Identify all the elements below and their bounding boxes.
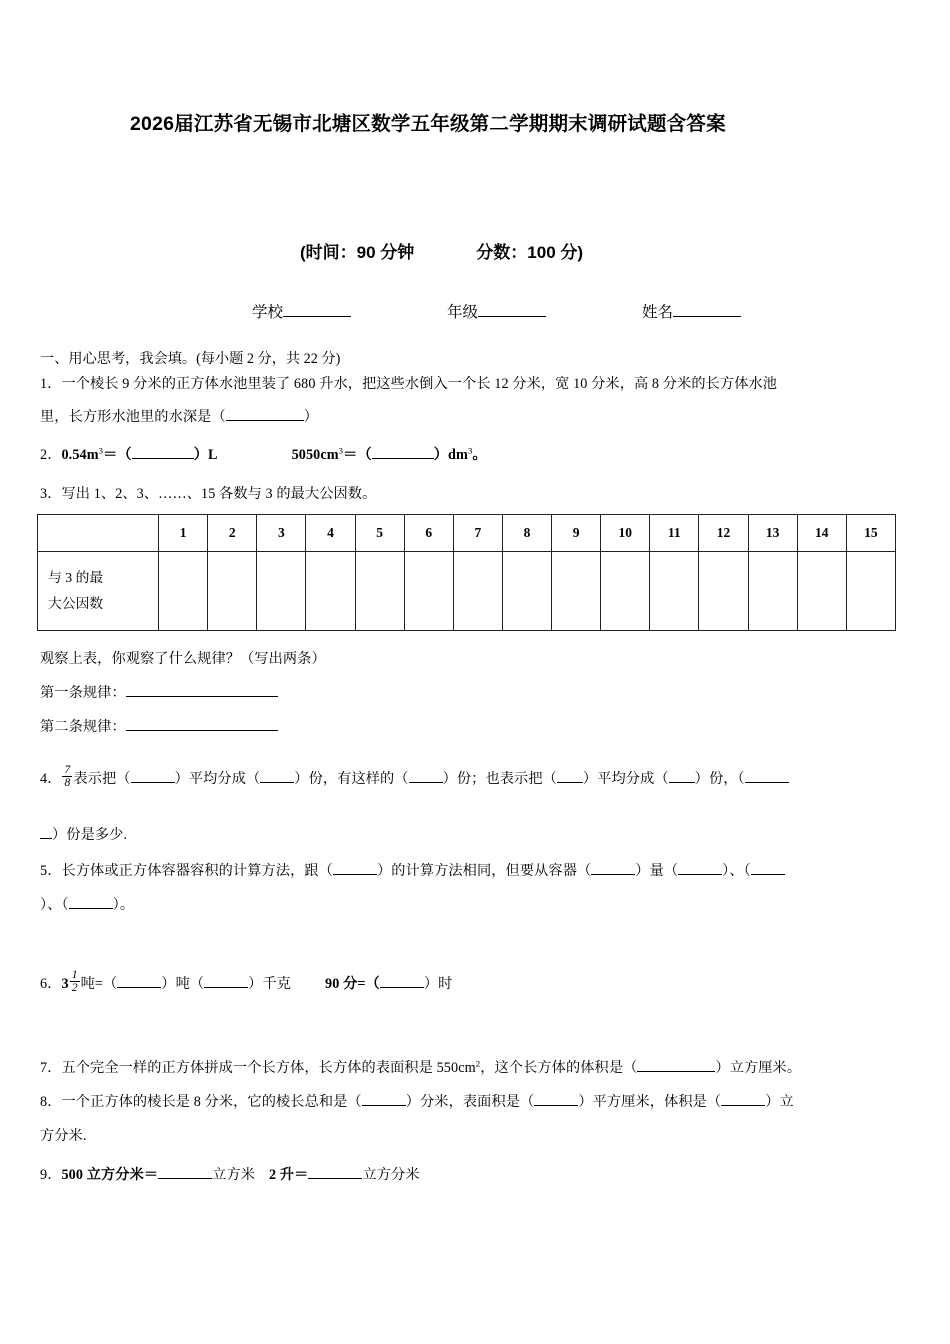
q4-line2: ）份是多少. — [52, 827, 128, 844]
answer-blank[interactable] — [534, 1092, 578, 1106]
q6-whole-number: 3 — [61, 975, 69, 992]
q8-t1: 一个正方体的棱长是 8 分米，它的棱长总和是（ — [61, 1094, 362, 1111]
q2-eq-a: ＝（ — [103, 447, 132, 464]
q5-t1: 长方体或正方体容器容积的计算方法，跟（ — [61, 863, 333, 880]
answer-blank[interactable] — [69, 895, 113, 909]
answer-blank[interactable] — [204, 974, 248, 988]
question-1-number: 1． — [40, 376, 62, 392]
answer-blank-cont[interactable] — [40, 825, 52, 839]
question-6 — [40, 967, 920, 995]
answer-blank[interactable] — [372, 445, 434, 459]
question-8-line-2: 方分米. — [40, 1128, 87, 1144]
answer-blank[interactable] — [721, 1092, 765, 1106]
rule-2-line — [40, 717, 920, 738]
question-3-number: 3． — [40, 486, 62, 502]
rule-2-blank[interactable] — [126, 717, 278, 731]
table-answer-cell[interactable] — [404, 552, 453, 631]
answer-blank[interactable] — [333, 861, 377, 875]
table-col-header: 5 — [355, 515, 404, 552]
school-label: 学校 — [252, 304, 284, 321]
question-4-number: 4． — [40, 770, 62, 787]
q9-t4: 立方分米 — [362, 1167, 420, 1184]
fraction-denominator: 8 — [64, 775, 71, 789]
table-col-header: 13 — [748, 515, 797, 552]
table-col-header: 4 — [306, 515, 355, 552]
question-1-close-paren: ） — [303, 409, 319, 426]
q7-t2: ，这个长方体的体积是（ — [480, 1060, 638, 1077]
answer-blank[interactable] — [669, 769, 695, 783]
question-4-line-2 — [40, 825, 920, 846]
q9-t1: 500 立方分米＝ — [61, 1167, 159, 1184]
q5-line2-b: ）。 — [112, 897, 135, 914]
gcd-table — [37, 514, 896, 631]
q4-t4: ）份；也表示把（ — [442, 770, 557, 787]
table-col-header: 11 — [650, 515, 699, 552]
rule-1-blank[interactable] — [126, 683, 278, 697]
answer-blank[interactable] — [117, 974, 161, 988]
school-field — [252, 300, 351, 322]
question-8-number: 8． — [40, 1094, 62, 1111]
q4-t6: ）份，（ — [694, 770, 745, 787]
question-5-number: 5． — [40, 863, 62, 880]
table-col-header: 12 — [699, 515, 748, 552]
question-3-text: 写出 1、2、3、……、15 各数与 3 的最大公因数。 — [61, 486, 377, 502]
q6-t5: ）时 — [423, 975, 453, 992]
q5-t4: ）、（ — [722, 863, 751, 880]
name-blank[interactable] — [673, 301, 741, 317]
q2-exponent-b: 3 — [338, 445, 344, 456]
question-7-number: 7． — [40, 1060, 62, 1077]
answer-blank[interactable] — [132, 445, 194, 459]
q2-value-a: 0.54m — [61, 447, 99, 464]
q5-t2: ）的计算方法相同，但要从容器（ — [376, 863, 592, 880]
answer-blank[interactable] — [308, 1165, 362, 1179]
question-1-text-cont: 里，长方形水池里的水深是（ — [40, 409, 226, 426]
q7-t1: 五个完全一样的正方体拼成一个长方体，长方体的表面积是 550cm — [61, 1060, 476, 1077]
q6-t1: 吨=（ — [80, 975, 118, 992]
fraction-denominator: 2 — [71, 980, 78, 994]
table-col-header: 7 — [453, 515, 502, 552]
table-answer-cell[interactable] — [355, 552, 404, 631]
question-9-number: 9． — [40, 1167, 62, 1184]
answer-blank[interactable] — [591, 861, 635, 875]
q6-t2: ）吨（ — [161, 975, 205, 992]
table-answer-cell[interactable] — [208, 552, 257, 631]
question-6-number: 6． — [40, 975, 62, 992]
row-label-line-1: 与 3 的最 — [48, 570, 104, 586]
q4-t1: 表示把（ — [73, 770, 131, 787]
rule-1-line — [40, 683, 920, 704]
answer-blank[interactable] — [362, 1092, 406, 1106]
answer-blank[interactable] — [380, 974, 424, 988]
q4-t2: ）平均分成（ — [174, 770, 261, 787]
table-answer-cell[interactable] — [797, 552, 846, 631]
answer-blank[interactable] — [131, 769, 175, 783]
table-col-header: 9 — [552, 515, 601, 552]
identity-line — [252, 300, 741, 322]
fraction-one-half — [70, 969, 80, 993]
gcd-table-wrap — [37, 514, 896, 631]
q5-line2-a: ）、（ — [40, 897, 69, 914]
answer-blank[interactable] — [637, 1058, 715, 1072]
table-answer-cell[interactable] — [453, 552, 502, 631]
table-row — [38, 552, 896, 631]
table-col-header: 1 — [159, 515, 208, 552]
question-8-line-1 — [40, 1092, 920, 1113]
table-col-header: 15 — [846, 515, 895, 552]
answer-blank[interactable] — [557, 769, 583, 783]
table-col-header: 6 — [404, 515, 453, 552]
section-heading: 一、用心思考，我会填。(每小题 2 分，共 22 分) — [40, 351, 341, 367]
school-blank[interactable] — [283, 301, 351, 317]
q4-t5: ）平均分成（ — [582, 770, 669, 787]
table-answer-cell[interactable] — [306, 552, 355, 631]
question-4-line-1 — [40, 762, 920, 790]
table-corner-cell — [38, 515, 159, 552]
answer-blank[interactable] — [226, 407, 304, 421]
table-col-header: 2 — [208, 515, 257, 552]
row-label-line-2: 大公因数 — [48, 596, 104, 611]
grade-label: 年级 — [447, 304, 479, 321]
table-answer-cell[interactable] — [601, 552, 650, 631]
question-5-line-1 — [40, 861, 920, 882]
q5-t3: ）量（ — [635, 863, 679, 880]
q2-exponent-a: 3 — [98, 445, 104, 456]
fraction-seven-eighths — [62, 764, 72, 788]
page-title: 2026届江苏省无锡市北塘区数学五年级第二学期期末调研试题含答案 — [130, 113, 726, 135]
q6-t3: ）千克 — [248, 975, 292, 992]
answer-blank[interactable] — [409, 769, 443, 783]
score-label: 分数：100 分) — [476, 243, 584, 262]
table-answer-cell[interactable] — [846, 552, 895, 631]
table-answer-cell[interactable] — [502, 552, 551, 631]
q7-exponent: 2 — [475, 1058, 481, 1069]
table-col-header: 10 — [601, 515, 650, 552]
q4-t3: ）份，有这样的（ — [294, 770, 409, 787]
table-row-label — [38, 552, 159, 631]
table-col-header: 14 — [797, 515, 846, 552]
table-answer-cell[interactable] — [699, 552, 748, 631]
q9-t3: 2 升＝ — [269, 1167, 309, 1184]
answer-blank[interactable] — [751, 861, 785, 875]
grade-field — [447, 300, 546, 322]
table-col-header: 3 — [257, 515, 306, 552]
time-label: (时间：90 分钟 — [300, 243, 415, 262]
exam-meta — [300, 238, 583, 263]
fraction-numerator: 7 — [64, 762, 71, 776]
question-5-line-2 — [40, 895, 920, 916]
q2-unit-a: ）L — [193, 447, 218, 464]
table-answer-cell[interactable] — [257, 552, 306, 631]
question-1-line-2 — [40, 407, 920, 428]
question-1-text: 一个棱长 9 分米的正方体水池里装了 680 升水，把这些水倒入一个长 12 分米，宽 10 分米，高 8 分米的长方体水池 — [61, 376, 778, 392]
name-label: 姓名 — [642, 304, 674, 321]
rule-1-label: 第一条规律： — [40, 685, 126, 702]
q2-unit-b: ）dm — [433, 447, 468, 464]
q8-t4: ）立 — [765, 1094, 794, 1111]
table-answer-cell[interactable] — [159, 552, 208, 631]
q6-t4: 90 分=（ — [325, 975, 380, 992]
answer-blank[interactable] — [158, 1165, 212, 1179]
answer-blank[interactable] — [745, 769, 789, 783]
observe-prompt: 观察上表，你观察了什么规律？（写出两条） — [40, 651, 326, 667]
question-2 — [40, 445, 920, 466]
question-7 — [40, 1058, 920, 1079]
answer-blank[interactable] — [678, 861, 722, 875]
q2-end: 。 — [472, 447, 487, 464]
q7-t3: ）立方厘米。 — [715, 1060, 802, 1077]
question-9 — [40, 1165, 920, 1186]
fraction-numerator: 1 — [71, 967, 78, 981]
q2-value-b: 5050cm — [291, 447, 339, 464]
q9-t2: 立方米 — [212, 1167, 256, 1184]
table-col-header: 8 — [502, 515, 551, 552]
table-answer-cell[interactable] — [650, 552, 699, 631]
rule-2-label: 第二条规律： — [40, 719, 126, 736]
grade-blank[interactable] — [478, 301, 546, 317]
q8-t3: ）平方厘米，体积是（ — [578, 1094, 722, 1111]
table-header-row — [38, 515, 896, 552]
q2-eq-b: ＝（ — [343, 447, 372, 464]
q8-t2: ）分米，表面积是（ — [405, 1094, 535, 1111]
question-1-line-1 — [40, 374, 920, 395]
question-2-number: 2． — [40, 447, 62, 464]
answer-blank[interactable] — [260, 769, 294, 783]
table-answer-cell[interactable] — [552, 552, 601, 631]
table-answer-cell[interactable] — [748, 552, 797, 631]
question-3 — [40, 484, 920, 505]
name-field — [642, 300, 741, 322]
q2-exponent-b2: 3 — [467, 445, 473, 456]
